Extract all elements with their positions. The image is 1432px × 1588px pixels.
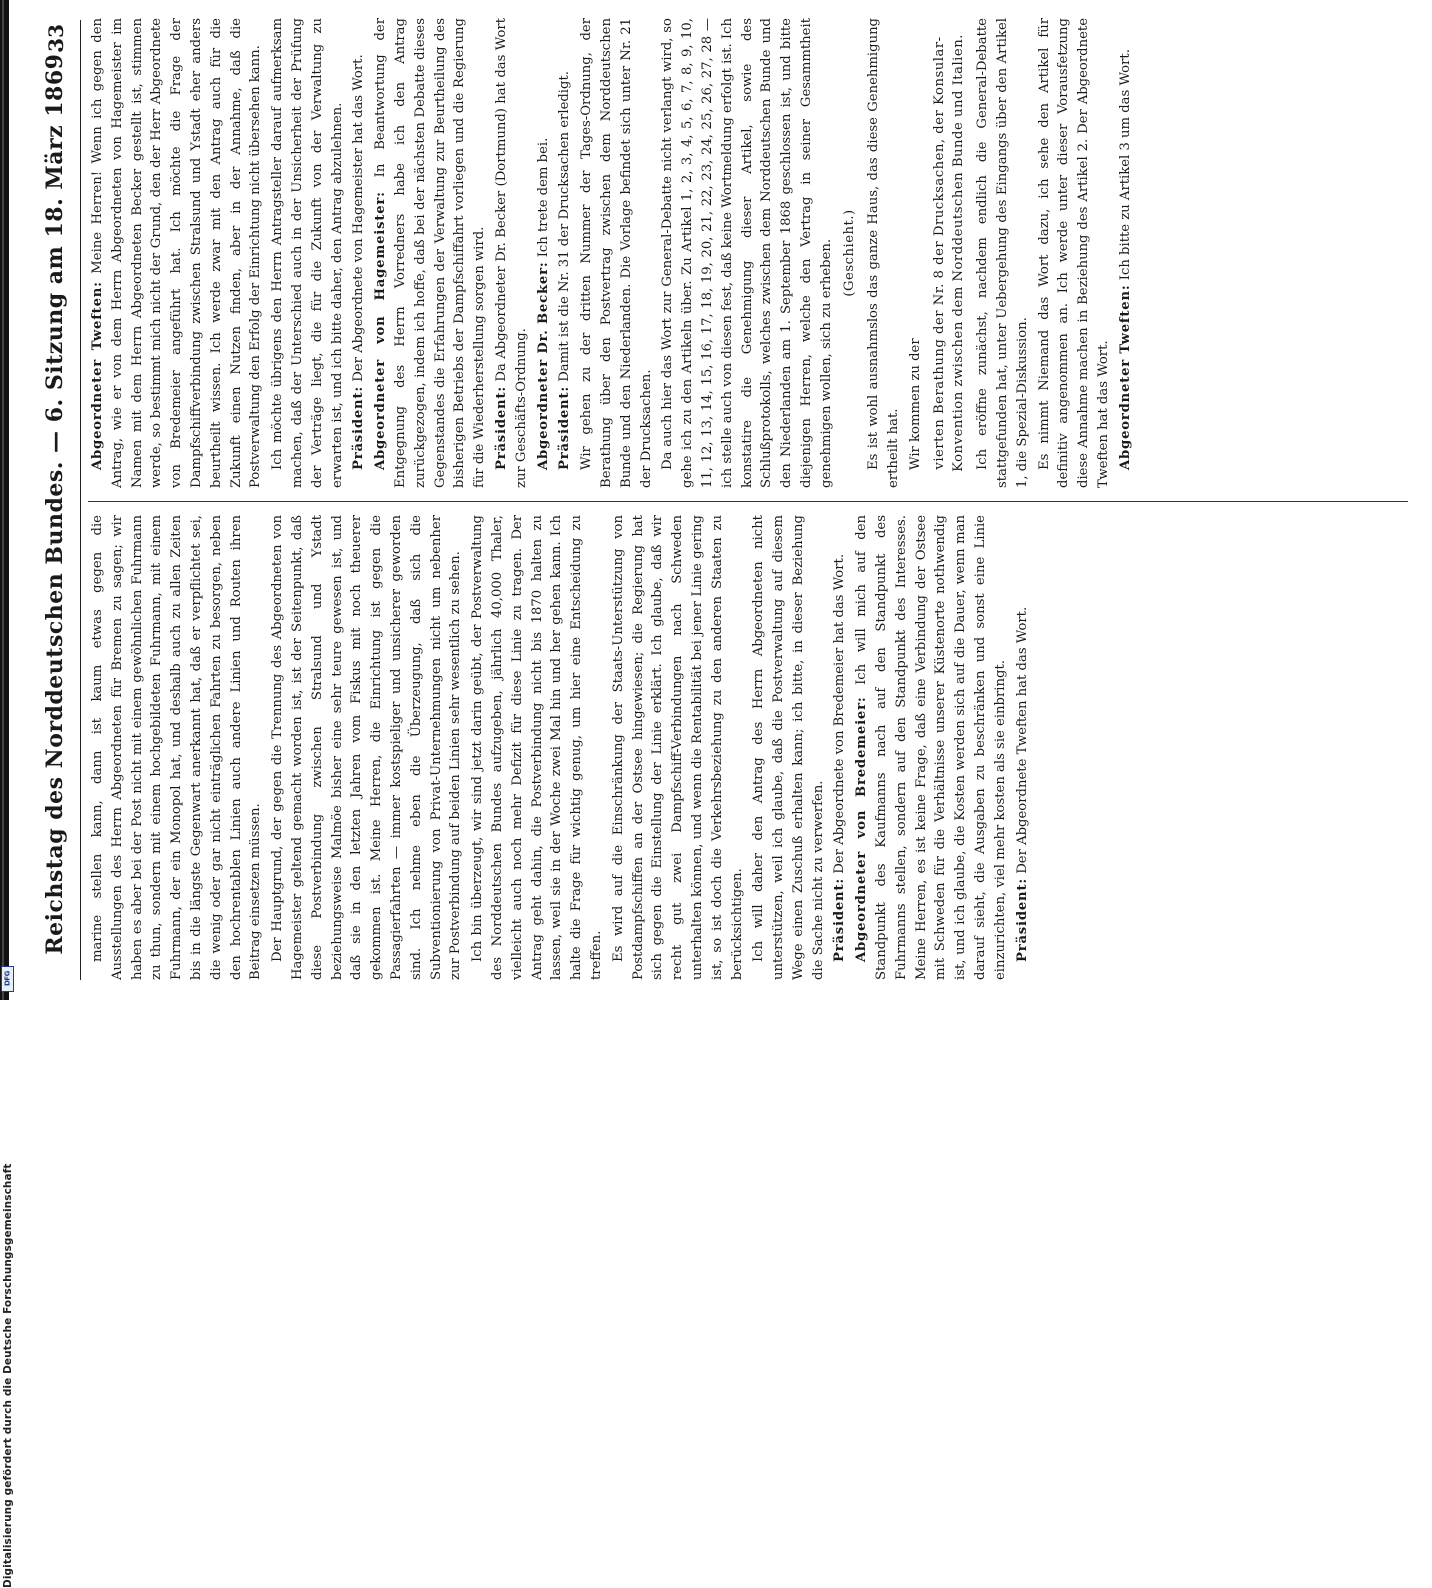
speaker-name: Präsident: <box>1014 877 1030 962</box>
scan-border <box>0 0 9 1000</box>
scan-border-edge <box>2 0 4 1000</box>
speech-text: In Beantwortung der Entgegnung des Herrn Vorredners habe ich den Antrag zurückgezogen, indem ich hoffe, daß bei der nächsten Debatte dieses Gegenstandes die Erfahrungen der Verwaltung zur Beurtheilung des bisherigen Betriebs der Dampfschiffahrt vorliegen und die Regierung für die Wiederherstellung sorgen wird. <box>373 18 488 488</box>
agenda-item: vierten Berathung der Nr. 8 der Drucksachen, der Konsular-Konvention zwischen dem Norddeutschen Bunde und Italien. <box>931 34 967 472</box>
speaker-name: Abgeordneter von Hagemeister: <box>373 191 389 470</box>
right-column <box>88 18 1408 488</box>
speech-paragraph <box>1013 515 1033 980</box>
left-column <box>88 515 1408 980</box>
speaker-name: Präsident: <box>557 385 573 470</box>
speech-paragraph <box>534 18 554 488</box>
speaker-name: Abgeordneter Tweften: <box>1117 284 1133 470</box>
speech-text: Ich trete dem bei. <box>535 137 551 258</box>
paragraph: Wir kommen zu der <box>907 338 923 470</box>
speech-text: Meine Herren! Wenn ich gegen den Antrag, wie er von dem Herrn Abgeordneten von Hagemeister im Namen mit dem Herrn Abgeordneten Becker gestellt ist, stimmen werde, so bestimmt mich nicht der Grund, den der Herr Abgeordnete von Bredemeier angeführt hat. Ich möchte die Frage der Dampfschiffverbindung zwischen Stralsund und Ystadt eher anders beurtheilt wissen. Ich werde zwar mit den Antrag auch für die Zukunft einen Nutzen finden, aber in der Annahme, daß die Postverwaltung den Erfolg der Einrichtung nicht übersehen kann. <box>90 18 264 488</box>
speech-text: Damit ist die Nr. 31 der Drucksachen erledigt. <box>557 71 573 382</box>
speech-paragraph <box>492 18 532 488</box>
speech-paragraph <box>1116 18 1136 488</box>
stage-direction: (Geschieht.) <box>842 209 858 297</box>
speaker-name: Abgeordneter Dr. Becker: <box>535 261 551 470</box>
paragraph: Ich möchte übrigens den Herrn Antragsteller darauf aufmerksam machen, daß der Unterschied auch in der Unsicherheit der Prüfung der Verträge liegt, die für die Zukunft von der Verwaltung zu erwarten ist, und ich bitte daher, den Antrag abzulehnen. <box>270 18 345 488</box>
speech-paragraph <box>830 515 850 980</box>
paragraph: Wir gehen zu der dritten Nummer der Tages-Ordnung, der Berathung über den Postvertrag zwischen dem Norddeutschen Bunde und den Niederlanden. Die Vorlage befindet sich unter Nr. 21 der Drucksachen. <box>579 18 654 488</box>
paragraph: Es ist wohl ausnahmslos das ganze Haus, das diese Genehmigung ertheilt hat. <box>866 18 902 488</box>
paragraph: Da auch hier das Wort zur General-Debatte nicht verlangt wird, so gehe ich zu den Artikeln über. Zu Artikel 1, 2, 3, 4, 5, 6, 7, 8, 9, 10, 11, 12, 13, 14, 15, 16, 17, 18, 19, 20, 21, 22, 23, 24, 25, 26, 27, 28 — ich stelle auch von diesen fest, daß keine Wortmeldung erfolgt ist. Ich konstatire die Genehmigung dieser Artikel, sowie des Schlußprotokolls, welches zwischen dem Norddeutschen Bunde und den Niederlanden am 1. September 1868 geschlossen ist, und bitte diejenigen Herren, welche den Vertrag in seiner Gesammtheit genehmigen wollen, sich zu erheben. <box>660 18 834 488</box>
speaker-name: Abgeordneter von Bredemeier: <box>854 696 870 962</box>
speech-paragraph <box>852 515 1010 980</box>
speech-text: Der Abgeordnete von Hagemeister hat das Wort. <box>351 54 367 382</box>
speech-text: Ich will mich auf den Standpunkt des Kaufmanns nach auf den Standpunkt des Fuhrmanns stellen, sondern auf den Standpunkt des Interesses. Meine Herren, es ist keine Frage, daß eine Verbindung der Ostsee mit Schweden für die Verhältnisse unserer Küstenorte nothwendig ist, und ich glaube, die Kosten werden sich auf die Dauer, wenn man darauf sieht, die Ausgaben zu beschränken und sonst eine Linie einzurichten, viel mehr kosten als sie einbringt. <box>854 515 1008 980</box>
speech-paragraph <box>88 18 266 488</box>
paragraph: Ich bin überzeugt, wir sind jetzt darin geübt, der Postverwaltung des Norddeutschen Bundes aufzugeben, jährlich 40,000 Thaler, vielleicht auch noch mehr Defizit für diese Linie zu tragen. Der Antrag geht dahin, die Postverbindung nicht bis 1870 halten zu lassen, weil sie in der Woche zwei Mal hin und her gehen kann. Ich halte die Frage für wichtig genug, um hier eine Entscheidung zu treffen. <box>470 515 604 980</box>
rotated-newspaper-page <box>30 0 1430 1000</box>
speech-text: Der Abgeordnete von Bredemeier hat das Wort. <box>832 553 848 874</box>
column-divider <box>88 501 1408 502</box>
digitization-credit: Digitalisierung gefördert durch die Deutsche Forschungsgemeinschaft <box>2 1163 14 1588</box>
speech-text: Da Abgeordneter Dr. Becker (Dortmund) hat das Wort zur Geschäfts-Ordnung. <box>493 18 529 488</box>
speech-text: Ich bitte zu Artikel 3 um das Wort. <box>1117 49 1133 281</box>
paragraph: marine stellen kann, dann ist kaum etwas gegen die Ausstellungen des Herrn Abgeordneten für Bremen zu sagen; wir haben es aber bei der Post nicht mit einem gewöhnlichen Fuhrmann zu thun, sondern mit einem hochgebildeten Fuhrmann, mit einem Fuhrmann, der ein Monopol hat, und deshalb auch zu allen Zeiten bis in die längste Gegenwart anerkannt hat, daß er verpflichtet sei, die wenig oder gar nicht einträglichen Fahrten zu besorgen, neben den hochrentablen Linien auch andere Linien und Routen ihren Beitrag einsetzen müssen. <box>90 515 264 980</box>
paragraph: Es nimmt Niemand das Wort dazu, ich sehe den Artikel für definitiv angenommen an. Ich werde unter dieser Vorausfetzung diese Annahme machen in Beziehung des Artikel 2. Der Abgeordnete Tweften hat das Wort. <box>1036 18 1112 488</box>
paragraph: Der Hauptgrund, der gegen die Trennung des Abgeordneten von Hagemeister geltend gemacht worden ist, ist der Seitenpunkt, daß diese Postverbindung zwischen Stralsund und Ystadt beziehungsweise Malmöe bisher eine sehr teure gewesen ist, und daß sie in den letzten Jahren vom Fiskus mit noch theuerer gekommen ist. Meine Herren, die Einrichtung ist gegen die Passagierfahrten — immer kostspieliger und unsicherer geworden sind. Ich nehme eben die Überzeugung, daß sich die Subventionierung von Privat-Unternehmungen nicht um nebenher zur Postverbindung auf beiden Linien sehr wesentlich zu sehen. <box>270 515 464 980</box>
speaker-name: Präsident: <box>351 385 367 470</box>
running-head: Reichstag des Norddeutschen Bundes. — 6. Sitzung am 18. März 1869. <box>42 45 68 955</box>
paragraph: Ich will daher den Antrag des Herrn Abgeordneten nicht unterstützen, weil ich glaube, daß die Postverwaltung auf diesem Wege einen Zuschuß erhalten kann; ich bitte, in dieser Beziehung die Sache nicht zu verwerfen. <box>751 515 826 980</box>
speech-paragraph <box>555 18 575 488</box>
page-number: 33 <box>44 24 68 52</box>
paragraph: Es wird auf die Einschränkung der Staats-Unterstützung von Postdampfschiffen an der Ostsee hingewiesen; die Regierung hat sich gegen die Einstellung der Linie erklärt. Ich glaube, daß wir recht gut zwei Dampfschiff-Verbindungen nach Schweden unterhalten können, und wenn die Rentabilität bei jener Linie gering ist, so ist doch die Verkehrsbeziehung zu den anderen Staaten zu berücksichtigen. <box>610 515 745 980</box>
speaker-name: Abgeordneter Tweften: <box>90 281 105 470</box>
page-header <box>40 20 81 980</box>
speech-text: Der Abgeordnete Tweften hat das Wort. <box>1014 606 1030 874</box>
speech-paragraph <box>371 18 490 488</box>
speech-paragraph <box>349 18 369 488</box>
speaker-name: Präsident: <box>493 385 509 470</box>
dfg-logo-icon: DFG <box>1 966 14 992</box>
paragraph: Ich eröffne zunächst, nachdem endlich die General-Debatte stattgefunden hat, unter Uebergehung des Eingangs über den Artikel 1, die Spezial-Diskussion. <box>975 18 1030 488</box>
speaker-name: Präsident: <box>832 877 848 962</box>
